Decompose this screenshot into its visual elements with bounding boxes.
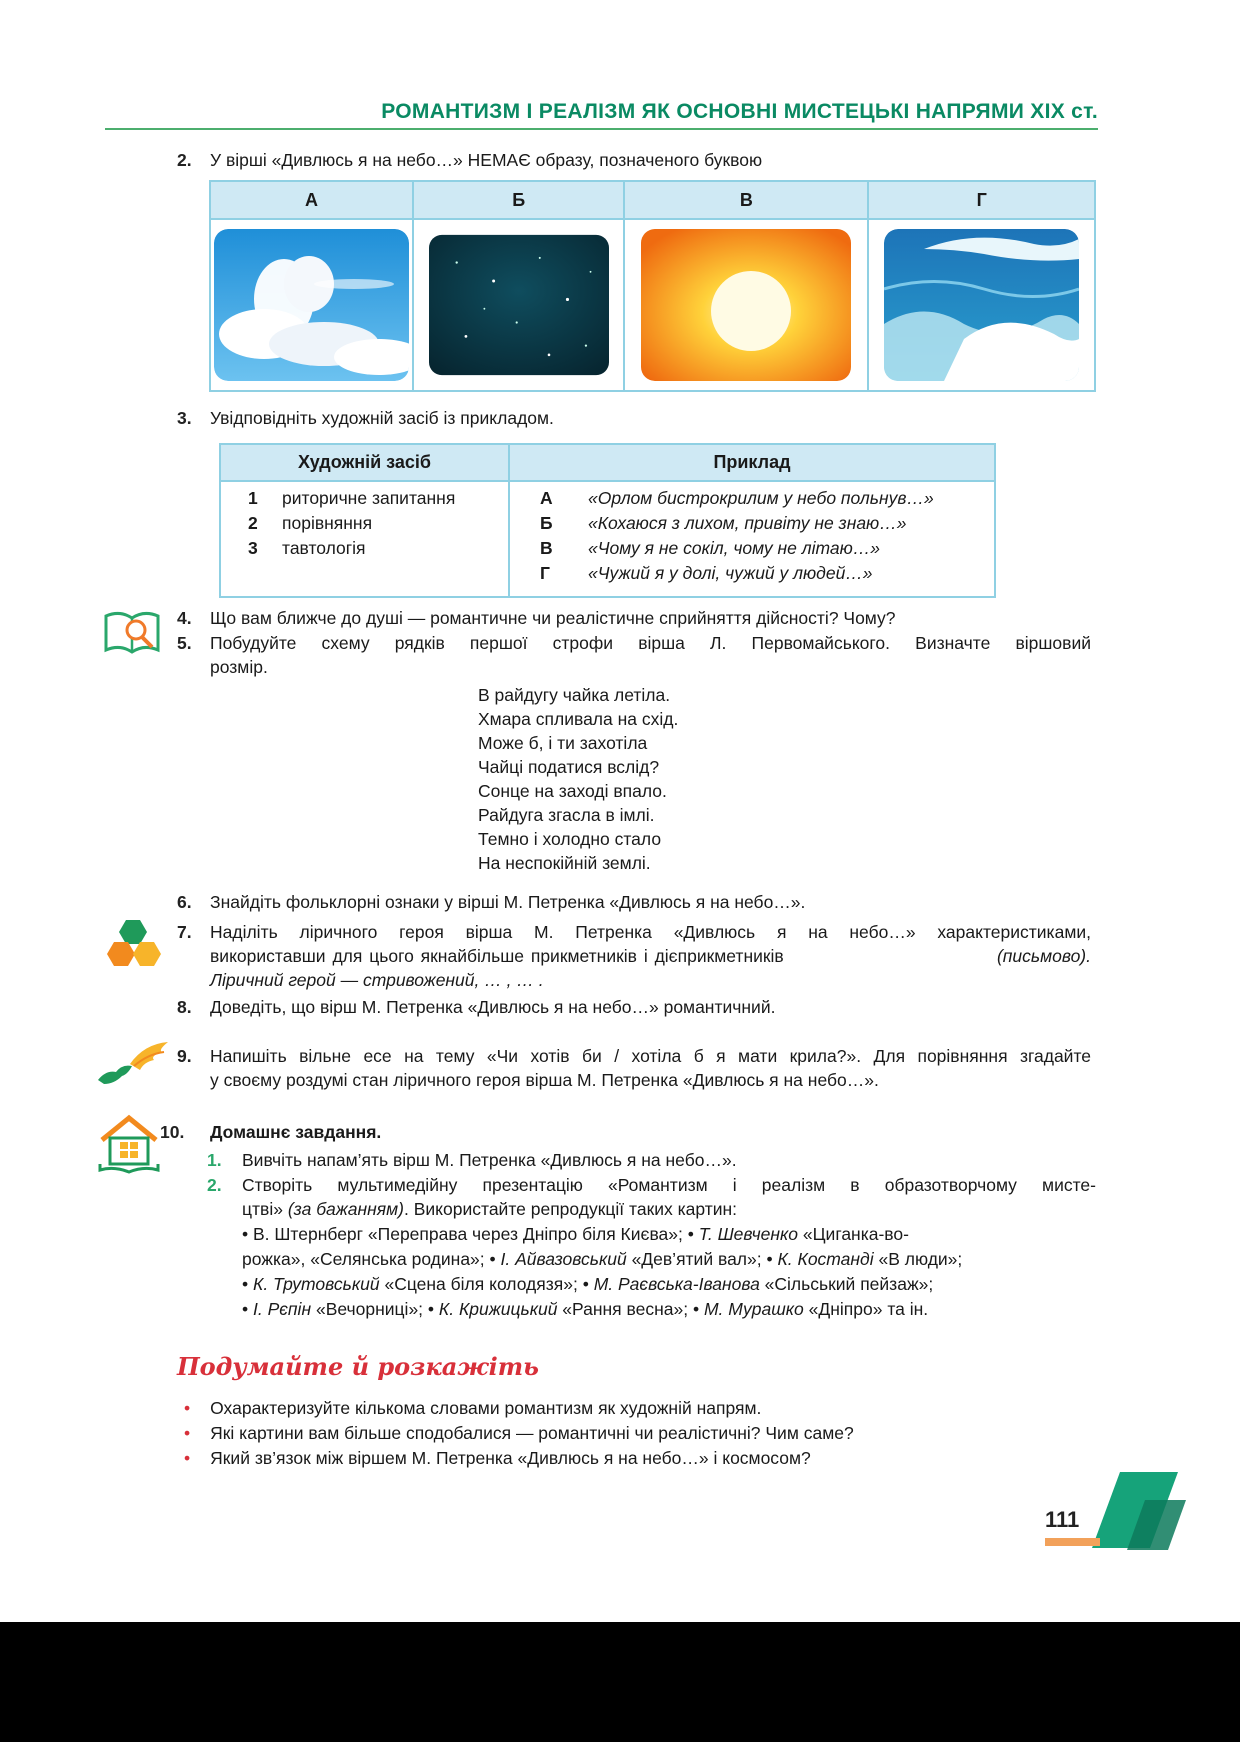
task-number: 10. (160, 1122, 185, 1142)
item-text-line: цтві» (за бажанням). Використайте репродукції таких картин: (242, 1199, 738, 1219)
example-row: В «Чому я не сокіл, чому не літаю…» (540, 538, 881, 558)
homework-item-1 (207, 1148, 737, 1172)
task-text-line: розмір. (210, 657, 268, 677)
homework-item-2 (207, 1173, 1096, 1219)
page-number: 111 (1045, 1507, 1080, 1532)
task-text-line: Побудуйте схему рядків першої строфи вірша Л. Первомайського. Визначте віршовий (210, 633, 1091, 653)
task-number: 2. (177, 150, 192, 170)
task-text: Знайдіть фольклорні ознаки у вірші М. Петренка «Дивлюсь я на небо…». (210, 892, 806, 912)
option-label-g: Г (868, 181, 1095, 219)
header-rule (105, 128, 1098, 130)
column-header-device: Художній засіб (220, 444, 509, 481)
task-text: Доведіть, що вірш М. Петренка «Дивлюсь я на небо…» романтичний. (210, 997, 776, 1017)
task-number: 8. (177, 997, 192, 1017)
artworks-line: • К. Трутовський «Сцена біля колодязя»; • М. Раєвська-Іванова «Сільський пейзаж»; (242, 1274, 934, 1294)
device-row: 2 порівняння (248, 513, 373, 533)
book-magnifier-icon (102, 606, 162, 658)
task-number: 9. (177, 1046, 192, 1066)
item-number: 2. (207, 1175, 222, 1195)
task-text-line: Напишіть вільне есе на тему «Чи хотів би / хотіла б я мати крила?». Для порівняння згадайте (210, 1046, 1091, 1066)
think-bullet: • Охарактеризуйте кількома словами романтизм як художній напрям. (184, 1398, 762, 1418)
image-options-table (209, 180, 1096, 392)
sea-waves-image (884, 229, 1079, 381)
devices-list (220, 481, 509, 597)
task-number: 7. (177, 922, 192, 942)
sun-image (640, 229, 852, 381)
clouds-sky-image (214, 229, 409, 381)
home-book-icon (96, 1114, 162, 1174)
pegasus-icon (92, 1040, 170, 1088)
task-text-line: використавши для цього якнайбільше прикметників і дієприкметників (письмово). (210, 946, 1091, 966)
item-text: Вивчіть напам’ять вірш М. Петренка «Дивлюсь я на небо…». (242, 1150, 737, 1170)
homework-title: Домашнє завдання. (210, 1122, 382, 1142)
artworks-line: рожка», «Селянська родина»; • І. Айвазовський «Дев’ятий вал»; • К. Костанді «В люди»; (242, 1249, 963, 1269)
artworks-line: • В. Штернберг «Переправа через Дніпро біля Києва»; • Т. Шевченко «Циганка-во- (242, 1224, 909, 1244)
matching-table (219, 443, 996, 598)
examples-list (509, 481, 995, 597)
option-label-a: А (210, 181, 413, 219)
device-row: 3 тавтологія (248, 538, 366, 558)
task-text: Що вам ближче до душі — романтичне чи реалістичне сприйняття дійсності? Чому? (210, 608, 896, 628)
poem-line: В райдугу чайка летіла. (478, 685, 671, 705)
poem-line: Може б, і ти захотіла (478, 733, 648, 753)
poem-line: Хмара спливала на схід. (478, 709, 679, 729)
item-number: 1. (207, 1150, 222, 1170)
option-label-b: Б (413, 181, 624, 219)
task-text-line: у своєму роздумі стан ліричного героя вірша М. Петренка «Дивлюсь я на небо…». (210, 1070, 879, 1090)
item-text-line: Створіть мультимедійну презентацію «Романтизм і реалізм в образотворчому мисте- (242, 1175, 1096, 1195)
poem-line: Райдуга згасла в імлі. (478, 805, 655, 825)
column-header-example: Приклад (509, 444, 995, 481)
section-title: Подумайте й розкажіть (177, 1352, 539, 1381)
task-number: 6. (177, 892, 192, 912)
example-row: А «Орлом бистрокрилим у небо польнув…» (540, 488, 934, 508)
task-number: 3. (177, 408, 192, 428)
poem (478, 683, 678, 875)
running-header: РОМАНТИЗМ І РЕАЛІЗМ ЯК ОСНОВНІ МИСТЕЦЬКІ НАПРЯМИ XIX ст. (381, 100, 1098, 123)
task-text-line: Наділіть ліричного героя вірша М. Петренка «Дивлюсь я на небо…» характеристиками, (210, 922, 1091, 942)
example-row: Б «Кохаюся з лихом, привіту не знаю…» (540, 513, 907, 533)
poem-line: Темно і холодно стало (478, 829, 662, 849)
task-number: 4. (177, 608, 192, 628)
task-text: У вірші «Дивлюсь я на небо…» НЕМАЄ образу, позначеного буквою (210, 150, 763, 170)
poem-line: Сонце на заході впало. (478, 781, 667, 801)
example-row: Г «Чужий я у долі, чужий у людей…» (540, 563, 873, 583)
device-row: 1 риторичне запитання (248, 488, 456, 508)
poem-line: Чайці податися вслід? (478, 757, 660, 777)
artworks-line: • І. Рєпін «Вечорниці»; • К. Крижицький «Рання весна»; • М. Мурашко «Дніпро» та ін. (242, 1299, 929, 1319)
think-bullet: • Який зв’язок між віршем М. Петренка «Дивлюсь я на небо…» і космосом? (184, 1448, 811, 1468)
starry-sky-image (429, 229, 609, 381)
hexagons-icon (102, 918, 170, 968)
task-text: Увідповідніть художній засіб із прикладом. (210, 408, 554, 428)
task-number: 5. (177, 633, 192, 653)
think-bullet: • Які картини вам більше сподобалися — романтичні чи реалістичні? Чим саме? (184, 1423, 854, 1443)
option-label-v: В (624, 181, 868, 219)
poem-line: На неспокійній землі. (478, 853, 651, 873)
task-text-line: Ліричний герой — стривожений, … , … . (210, 970, 544, 990)
